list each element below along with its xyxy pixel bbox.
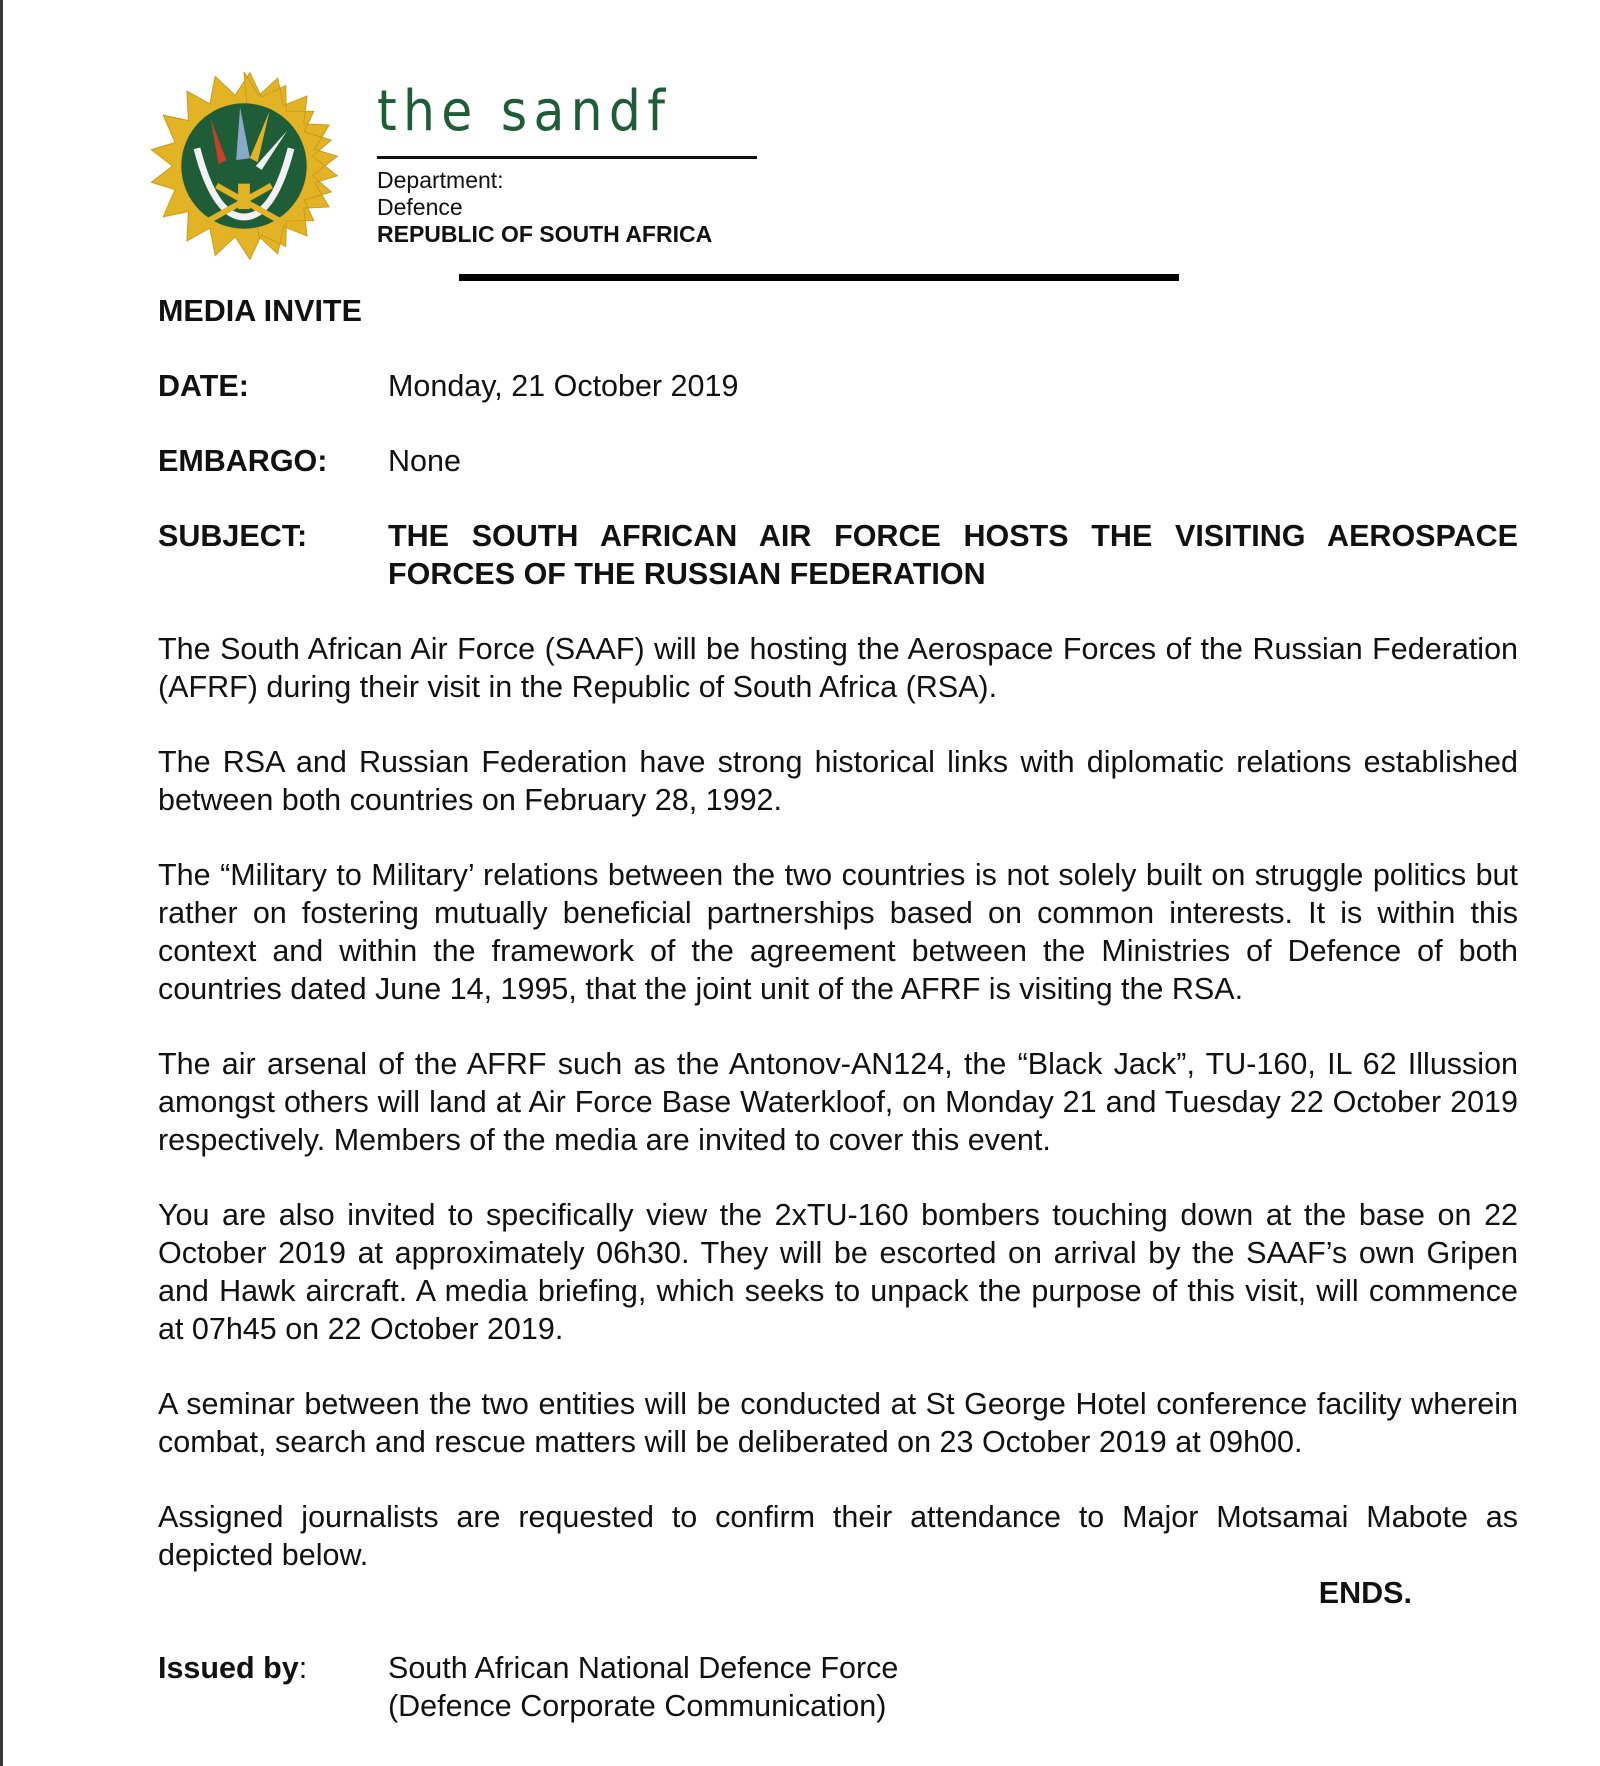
department-block <box>377 167 757 248</box>
embargo-value: None <box>388 444 461 478</box>
brand-underline <box>377 156 757 159</box>
paragraph: Assigned journalists are requested to confirm their attendance to Major Motsamai Mabote as depicted below. <box>158 1500 1518 1572</box>
issued-by-label-text: Issued by <box>158 1651 299 1685</box>
sandf-emblem <box>146 68 342 264</box>
paragraph: The South African Air Force (SAAF) will be hosting the Aerospace Forces of the Russian Federation (AFRF) during their visit in the Republic of South Africa (RSA). <box>158 632 1518 704</box>
paragraph: You are also invited to specifically view the 2xTU-160 bombers touching down at the base on 22 October 2019 at approximately 06h30. They will be escorted on arrival by the SAAF’s own Gripen and Hawk aircraft. A media briefing, which seeks to unpack the purpose of this visit, will commence at 07h45 on 22 October 2019. <box>158 1198 1518 1346</box>
department-label: Department: <box>377 167 504 193</box>
issuer-unit: (Defence Corporate Communication) <box>388 1689 887 1723</box>
subject-label: SUBJECT: <box>158 519 308 553</box>
embargo-label: EMBARGO: <box>158 444 328 478</box>
embargo-row <box>158 442 1518 480</box>
issuer-name: South African National Defence Force <box>388 1651 899 1685</box>
issued-by-label <box>158 1649 388 1725</box>
issued-by-value <box>388 1649 1518 1725</box>
country-name: REPUBLIC OF SOUTH AFRICA <box>377 221 713 247</box>
document-title: MEDIA INVITE <box>158 294 362 328</box>
department-name: Defence <box>377 194 463 220</box>
subject-value: THE SOUTH AFRICAN AIR FORCE HOSTS THE VISITING AEROSPACE FORCES OF THE RUSSIAN FEDERATION <box>388 519 1518 591</box>
date-label: DATE: <box>158 369 249 403</box>
document-body <box>158 292 1518 1725</box>
ends-marker: ENDS. <box>1318 1576 1412 1610</box>
brand-name: the sandf <box>377 79 672 144</box>
page-edge <box>0 0 3 1766</box>
issued-by-row <box>158 1649 1518 1725</box>
issued-by-colon: : <box>298 1651 308 1685</box>
header-divider <box>459 274 1179 281</box>
brand-block <box>377 79 757 248</box>
paragraph: A seminar between the two entities will be conducted at St George Hotel conference facility wherein combat, search and rescue matters will be deliberated on 23 October 2019 at 09h00. <box>158 1387 1518 1459</box>
paragraph: The “Military to Military’ relations between the two countries is not solely built on struggle politics but rather on fostering mutually beneficial partnerships based on common interests. It is within this context and within the framework of the agreement between the Ministries of Defence of both countries dated June 14, 1995, that the joint unit of the AFRF is visiting the RSA. <box>158 858 1518 1006</box>
date-value: Monday, 21 October 2019 <box>388 369 739 403</box>
subject-row <box>158 517 1518 593</box>
date-row <box>158 367 1518 405</box>
paragraph: The air arsenal of the AFRF such as the Antonov-AN124, the “Black Jack”, TU-160, IL 62 Illussion amongst others will land at Air Force Base Waterkloof, on Monday 21 and Tuesday 22 October 2019 respectively. Members of the media are invited to cover this event. <box>158 1047 1518 1157</box>
paragraph: The RSA and Russian Federation have strong historical links with diplomatic relations established between both countries on February 28, 1992. <box>158 745 1518 817</box>
